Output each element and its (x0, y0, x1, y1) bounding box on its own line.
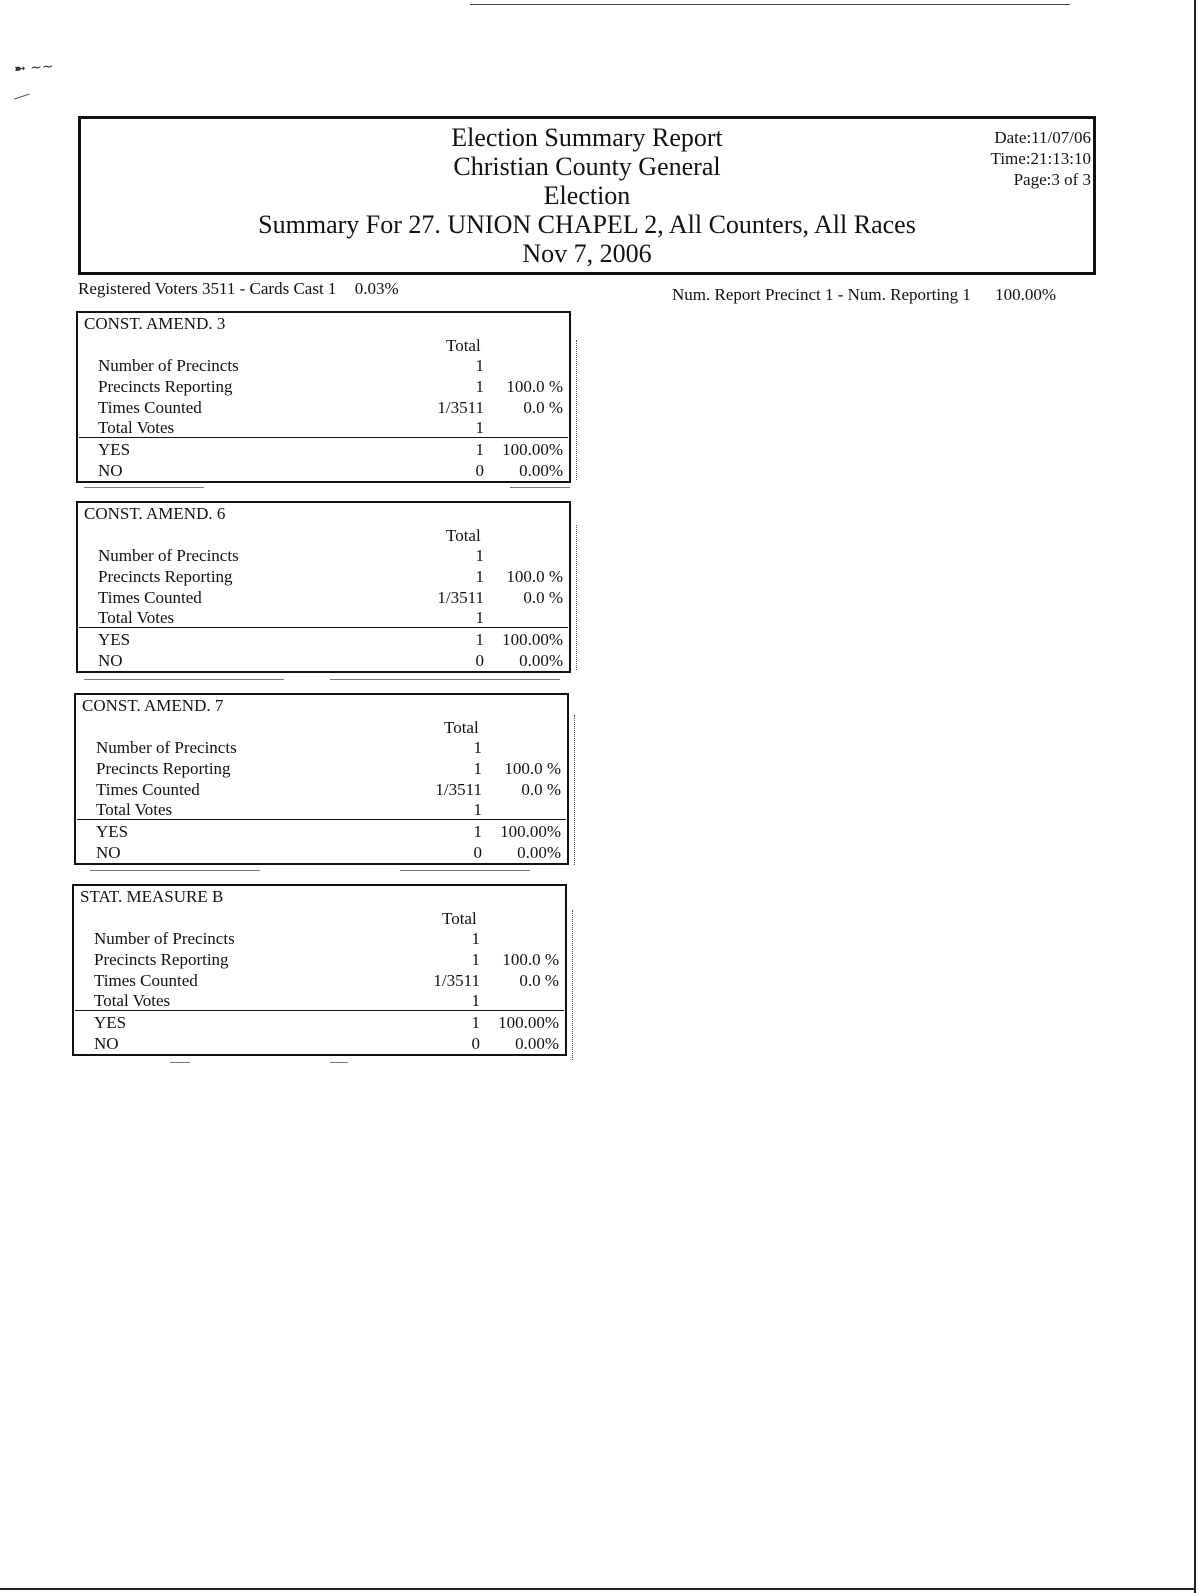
race-row (98, 629, 566, 650)
row-percent: 0.0 % (521, 780, 561, 799)
scan-artifact (576, 340, 579, 480)
row-value: 1 (473, 759, 482, 778)
report-date-line: Nov 7, 2006 (522, 239, 652, 268)
row-percent: 0.0 % (523, 588, 563, 607)
race-divider (79, 627, 568, 628)
reporting-pct: 100.00% (995, 285, 1057, 304)
row-percent: 100.00% (500, 822, 561, 841)
scan-artifact (572, 910, 575, 1060)
race-row (94, 1012, 562, 1033)
race-box (72, 884, 567, 1056)
scan-mark (14, 94, 30, 100)
row-value: 1 (475, 356, 484, 375)
row-percent: 0.0 % (519, 971, 559, 990)
row-label: YES (96, 822, 129, 841)
row-label: Times Counted (94, 971, 198, 990)
race-title: CONST. AMEND. 7 (82, 696, 224, 715)
total-column-header: Total (442, 909, 477, 928)
row-value: 0 (475, 461, 484, 480)
race-row (98, 650, 566, 671)
row-label: Times Counted (98, 398, 202, 417)
race-row (98, 607, 566, 628)
race-row (96, 779, 564, 800)
race-row (96, 737, 564, 758)
row-value: 1 (475, 546, 484, 565)
row-label: Number of Precincts (96, 738, 237, 757)
race-row (98, 355, 566, 376)
scan-artifact (84, 679, 284, 680)
row-label: Times Counted (98, 588, 202, 607)
row-label: Number of Precincts (94, 929, 235, 948)
row-label: Total Votes (98, 608, 175, 627)
row-value: 1 (475, 418, 484, 437)
total-column-header: Total (446, 336, 481, 355)
row-percent: 100.0 % (506, 377, 563, 396)
registered-voters-line (78, 279, 399, 299)
row-value: 1 (475, 377, 484, 396)
row-value: 1 (475, 608, 484, 627)
row-label: YES (98, 630, 131, 649)
page-edge (1194, 0, 1196, 1593)
row-label: YES (98, 440, 131, 459)
race-divider (77, 819, 566, 820)
page-edge (0, 1588, 1196, 1590)
row-label: NO (94, 1034, 119, 1053)
row-label: Total Votes (96, 800, 173, 819)
row-percent: 100.00% (502, 630, 563, 649)
race-row (94, 990, 562, 1011)
row-percent: 100.0 % (502, 950, 559, 969)
row-value: 1 (473, 738, 482, 757)
race-row (96, 799, 564, 820)
total-column-header: Total (446, 526, 481, 545)
race-row (96, 821, 564, 842)
row-label: YES (94, 1013, 127, 1032)
row-percent: 100.0 % (506, 567, 563, 586)
race-row (94, 1033, 562, 1054)
race-divider (75, 1010, 564, 1011)
row-label: Precincts Reporting (98, 377, 233, 396)
race-row (98, 545, 566, 566)
race-row (98, 397, 566, 418)
race-title: CONST. AMEND. 3 (84, 314, 226, 333)
report-summary-line: Summary For 27. UNION CHAPEL 2, All Counters, All Races (258, 210, 916, 239)
row-percent: 0.00% (515, 1034, 559, 1053)
row-value: 1 (471, 1013, 480, 1032)
report-date: Date:11/07/06 (994, 128, 1091, 147)
race-row (98, 566, 566, 587)
scan-artifact (400, 870, 530, 871)
scan-artifact (330, 1062, 348, 1063)
row-value: 1 (473, 822, 482, 841)
race-box (76, 501, 571, 673)
row-label: Precincts Reporting (94, 950, 229, 969)
row-percent: 0.00% (519, 461, 563, 480)
row-percent: 0.0 % (523, 398, 563, 417)
report-title: Election Summary Report (451, 123, 723, 152)
row-value: 1/3511 (437, 588, 484, 607)
scan-artifact (84, 487, 204, 488)
race-row (94, 970, 562, 991)
report-meta (991, 127, 1091, 190)
race-box (76, 311, 571, 483)
reporting-precincts: Num. Report Precinct 1 - Num. Reporting 1 (672, 285, 971, 304)
row-value: 1 (471, 929, 480, 948)
row-percent: 100.00% (498, 1013, 559, 1032)
row-value: 1/3511 (435, 780, 482, 799)
row-label: Total Votes (94, 991, 171, 1010)
row-label: Precincts Reporting (98, 567, 233, 586)
race-divider (79, 437, 568, 438)
race-row (98, 460, 566, 481)
race-row (98, 417, 566, 438)
row-percent: 0.00% (517, 843, 561, 862)
scan-mark: ➼ ~~ (13, 58, 55, 78)
row-value: 1 (473, 800, 482, 819)
report-time: Time:21:13:10 (990, 149, 1091, 168)
race-row (94, 949, 562, 970)
row-value: 1/3511 (433, 971, 480, 990)
scan-artifact (170, 1062, 190, 1063)
row-percent: 0.00% (519, 651, 563, 670)
scan-artifact (330, 679, 560, 680)
row-value: 0 (473, 843, 482, 862)
race-row (96, 842, 564, 863)
report-page: Page:3 of 3 (1013, 170, 1091, 189)
race-title: CONST. AMEND. 6 (84, 504, 226, 523)
scan-artifact (510, 487, 570, 488)
race-row (98, 439, 566, 460)
row-label: Number of Precincts (98, 356, 239, 375)
row-label: NO (98, 461, 123, 480)
race-title: STAT. MEASURE B (80, 887, 224, 906)
row-value: 1 (475, 630, 484, 649)
row-value: 1/3511 (437, 398, 484, 417)
scan-artifact (90, 870, 260, 871)
row-percent: 100.00% (502, 440, 563, 459)
reporting-line (672, 285, 1056, 305)
row-label: Times Counted (96, 780, 200, 799)
race-row (98, 587, 566, 608)
report-header (78, 116, 1096, 275)
scan-artifact (574, 715, 577, 865)
race-row (96, 758, 564, 779)
scan-rule (470, 4, 1070, 5)
row-value: 1 (471, 950, 480, 969)
row-value: 1 (475, 567, 484, 586)
report-title-county: Christian County General (453, 152, 721, 181)
race-row (94, 928, 562, 949)
row-value: 0 (471, 1034, 480, 1053)
row-value: 1 (475, 440, 484, 459)
registered-voters: Registered Voters 3511 - Cards Cast 1 (78, 279, 337, 298)
total-column-header: Total (444, 718, 479, 737)
row-label: Number of Precincts (98, 546, 239, 565)
row-label: Precincts Reporting (96, 759, 231, 778)
row-label: NO (98, 651, 123, 670)
row-value: 1 (471, 991, 480, 1010)
race-box (74, 693, 569, 865)
race-row (98, 376, 566, 397)
registered-pct: 0.03% (354, 279, 399, 298)
report-title-election: Election (543, 181, 631, 210)
row-label: NO (96, 843, 121, 862)
row-label: Total Votes (98, 418, 175, 437)
row-percent: 100.0 % (504, 759, 561, 778)
row-value: 0 (475, 651, 484, 670)
scan-artifact (576, 525, 579, 670)
